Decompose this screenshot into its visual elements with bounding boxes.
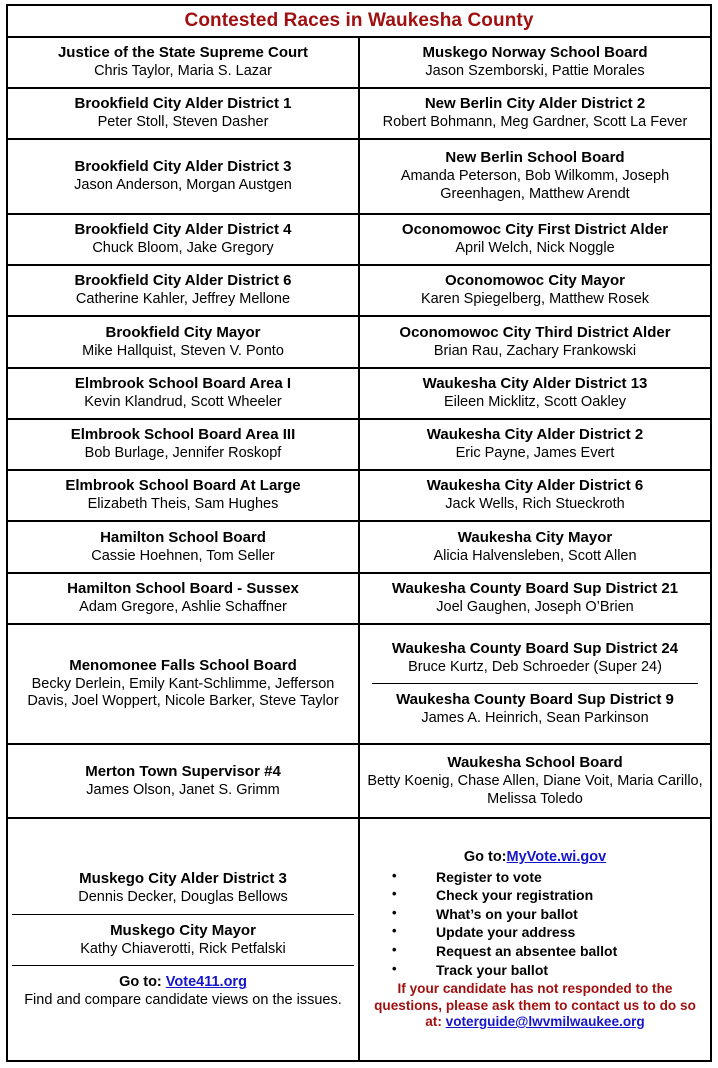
myvote-goto-line bbox=[364, 849, 706, 866]
race-office: Waukesha City Alder District 2 bbox=[426, 426, 644, 444]
vote411-block bbox=[12, 965, 354, 1009]
myvote-goto-label: Go to: bbox=[463, 849, 507, 866]
vote411-goto-label: Go to: bbox=[119, 974, 166, 991]
table-row bbox=[7, 214, 711, 265]
contact-warning bbox=[364, 981, 706, 1030]
race-cell-right bbox=[359, 744, 711, 819]
page-title: Contested Races in Waukesha County bbox=[184, 9, 534, 31]
race-cell-left bbox=[7, 316, 359, 367]
race-candidates: Chuck Bloom, Jake Gregory bbox=[92, 240, 274, 257]
vote411-link[interactable]: Vote411.org bbox=[165, 974, 247, 991]
list-item: • Register to vote bbox=[392, 868, 706, 887]
table-row bbox=[7, 419, 711, 470]
table-row bbox=[7, 265, 711, 316]
footer-row bbox=[7, 818, 711, 1061]
race-office: Elmbrook School Board Area III bbox=[70, 426, 296, 444]
race-cell-right-stacked bbox=[359, 624, 711, 744]
race-candidates: Eric Payne, James Evert bbox=[455, 445, 615, 462]
race-office: Merton Town Supervisor #4 bbox=[85, 762, 281, 780]
table-row bbox=[7, 573, 711, 624]
race-cell-right bbox=[359, 521, 711, 572]
race-candidates: Eileen Micklitz, Scott Oakley bbox=[443, 393, 627, 410]
race-cell-right bbox=[359, 573, 711, 624]
race-cell-left bbox=[7, 265, 359, 316]
table-row bbox=[7, 37, 711, 88]
race-candidates: Dennis Decker, Douglas Bellows bbox=[78, 889, 288, 906]
race-candidates: Joel Gaughen, Joseph O’Brien bbox=[436, 598, 634, 615]
race-office: Elmbrook School Board At Large bbox=[65, 477, 301, 495]
race-candidates: Peter Stoll, Steven Dasher bbox=[97, 114, 269, 131]
race-cell-left bbox=[7, 521, 359, 572]
footer-cell-left bbox=[7, 818, 359, 1061]
race-cell-left bbox=[7, 368, 359, 419]
myvote-info-cell bbox=[359, 818, 711, 1061]
race-block bbox=[12, 914, 354, 959]
race-cell-right bbox=[359, 265, 711, 316]
myvote-link[interactable]: MyVote.wi.gov bbox=[506, 849, 607, 866]
race-cell-left bbox=[7, 573, 359, 624]
race-office: Hamilton School Board - Sussex bbox=[67, 579, 299, 597]
race-cell-right bbox=[359, 316, 711, 367]
race-office: Brookfield City Alder District 4 bbox=[74, 221, 292, 239]
race-office: New Berlin City Alder District 2 bbox=[424, 95, 646, 113]
table-row bbox=[7, 316, 711, 367]
race-candidates: Chris Taylor, Maria S. Lazar bbox=[94, 62, 272, 79]
race-candidates: Elizabeth Theis, Sam Hughes bbox=[87, 496, 279, 513]
race-office: Waukesha County Board Sup District 9 bbox=[396, 691, 674, 709]
race-office: Muskego City Alder District 3 bbox=[79, 870, 287, 888]
race-office: Waukesha County Board Sup District 21 bbox=[391, 579, 679, 597]
race-candidates: Kevin Klandrud, Scott Wheeler bbox=[84, 393, 282, 410]
race-cell-right bbox=[359, 37, 711, 88]
race-candidates: Cassie Hoehnen, Tom Seller bbox=[91, 547, 275, 564]
race-office: Waukesha City Alder District 6 bbox=[426, 477, 644, 495]
race-candidates: James A. Heinrich, Sean Parkinson bbox=[421, 710, 649, 727]
race-candidates: Robert Bohmann, Meg Gardner, Scott La Fever bbox=[382, 114, 688, 131]
race-cell-left bbox=[7, 419, 359, 470]
vote411-goto-line bbox=[12, 973, 354, 991]
table-row bbox=[7, 139, 711, 214]
race-candidates: April Welch, Nick Noggle bbox=[455, 240, 615, 257]
vote411-description: Find and compare candidate views on the issues. bbox=[24, 991, 342, 1008]
race-candidates: Kathy Chiaverotti, Rick Petfalski bbox=[80, 940, 286, 957]
race-office: Brookfield City Alder District 6 bbox=[74, 272, 292, 290]
title-cell bbox=[7, 5, 711, 37]
race-cell-right bbox=[359, 470, 711, 521]
race-candidates: Adam Gregore, Ashlie Schaffner bbox=[79, 598, 287, 615]
table-row bbox=[7, 624, 711, 744]
race-cell-left bbox=[7, 744, 359, 819]
list-item: • Check your registration bbox=[392, 886, 706, 905]
table-row bbox=[7, 470, 711, 521]
race-cell-left bbox=[7, 624, 359, 744]
race-candidates: Alicia Halvensleben, Scott Allen bbox=[433, 547, 637, 564]
race-candidates: Betty Koenig, Chase Allen, Diane Voit, Maria Carillo, Melissa Toledo bbox=[367, 772, 703, 807]
race-office: Brookfield City Alder District 1 bbox=[74, 95, 292, 113]
race-cell-left bbox=[7, 88, 359, 139]
race-candidates: Amanda Peterson, Bob Wilkomm, Joseph Greenhagen, Matthew Arendt bbox=[400, 168, 670, 202]
list-item: • Request an absentee ballot bbox=[392, 942, 706, 961]
title-row bbox=[7, 5, 711, 37]
race-cell-right bbox=[359, 214, 711, 265]
race-office: Hamilton School Board bbox=[100, 528, 266, 546]
race-candidates: Jason Anderson, Morgan Austgen bbox=[74, 177, 292, 194]
list-item: • Update your address bbox=[392, 923, 706, 942]
race-office: Waukesha City Alder District 13 bbox=[422, 374, 648, 392]
race-office: Waukesha School Board bbox=[447, 753, 623, 771]
race-office: Waukesha County Board Sup District 24 bbox=[391, 639, 679, 657]
myvote-action-list bbox=[364, 868, 706, 980]
race-office: New Berlin School Board bbox=[445, 149, 625, 167]
table-row bbox=[7, 744, 711, 819]
contact-warning-text: If your candidate has not responded to the questions, please ask them to contact us to do so at: bbox=[374, 981, 696, 1029]
table-row bbox=[7, 521, 711, 572]
table-row bbox=[7, 88, 711, 139]
race-cell-right bbox=[359, 88, 711, 139]
race-cell-right bbox=[359, 419, 711, 470]
race-office: Muskego City Mayor bbox=[110, 921, 256, 939]
race-office: Oconomowoc City Mayor bbox=[444, 272, 626, 290]
list-item: • Track your ballot bbox=[392, 961, 706, 980]
race-candidates: Catherine Kahler, Jeffrey Mellone bbox=[75, 291, 291, 308]
race-office: Elmbrook School Board Area I bbox=[74, 374, 292, 392]
race-candidates: James Olson, Janet S. Grimm bbox=[86, 781, 280, 798]
table-row bbox=[7, 368, 711, 419]
race-office: Brookfield City Mayor bbox=[105, 323, 261, 341]
race-cell-left bbox=[7, 139, 359, 214]
race-candidates: Bruce Kurtz, Deb Schroeder (Super 24) bbox=[408, 658, 662, 675]
race-candidates: Bob Burlage, Jennifer Roskopf bbox=[84, 445, 282, 462]
voterguide-email-link[interactable]: voterguide@lwvmilwaukee.org bbox=[445, 1013, 645, 1029]
race-candidates: Mike Hallquist, Steven V. Ponto bbox=[82, 342, 284, 359]
race-office: Brookfield City Alder District 3 bbox=[74, 158, 292, 176]
race-candidates: Karen Spiegelberg, Matthew Rosek bbox=[420, 291, 650, 308]
race-cell-left bbox=[7, 37, 359, 88]
race-office: Oconomowoc City First District Alder bbox=[401, 221, 669, 239]
list-item: • What’s on your ballot bbox=[392, 905, 706, 924]
race-block bbox=[12, 870, 354, 907]
race-office: Justice of the State Supreme Court bbox=[57, 43, 309, 61]
race-block bbox=[372, 683, 698, 728]
race-candidates: Becky Derlein, Emily Kant-Schlimme, Jefferson Davis, Joel Woppert, Nicole Barker, Steve Taylor bbox=[27, 675, 339, 710]
race-cell-right bbox=[359, 368, 711, 419]
race-candidates: Jack Wells, Rich Stueckroth bbox=[445, 496, 625, 513]
race-candidates: Brian Rau, Zachary Frankowski bbox=[433, 342, 637, 359]
contested-races-table bbox=[6, 4, 712, 1062]
race-cell-left bbox=[7, 214, 359, 265]
race-block bbox=[372, 640, 698, 677]
race-cell-right bbox=[359, 139, 711, 214]
race-office: Waukesha City Mayor bbox=[457, 528, 613, 546]
race-office: Menomonee Falls School Board bbox=[69, 656, 297, 674]
race-office: Oconomowoc City Third District Alder bbox=[399, 323, 671, 341]
race-cell-left bbox=[7, 470, 359, 521]
race-office: Muskego Norway School Board bbox=[422, 43, 648, 61]
race-candidates: Jason Szemborski, Pattie Morales bbox=[425, 62, 645, 79]
